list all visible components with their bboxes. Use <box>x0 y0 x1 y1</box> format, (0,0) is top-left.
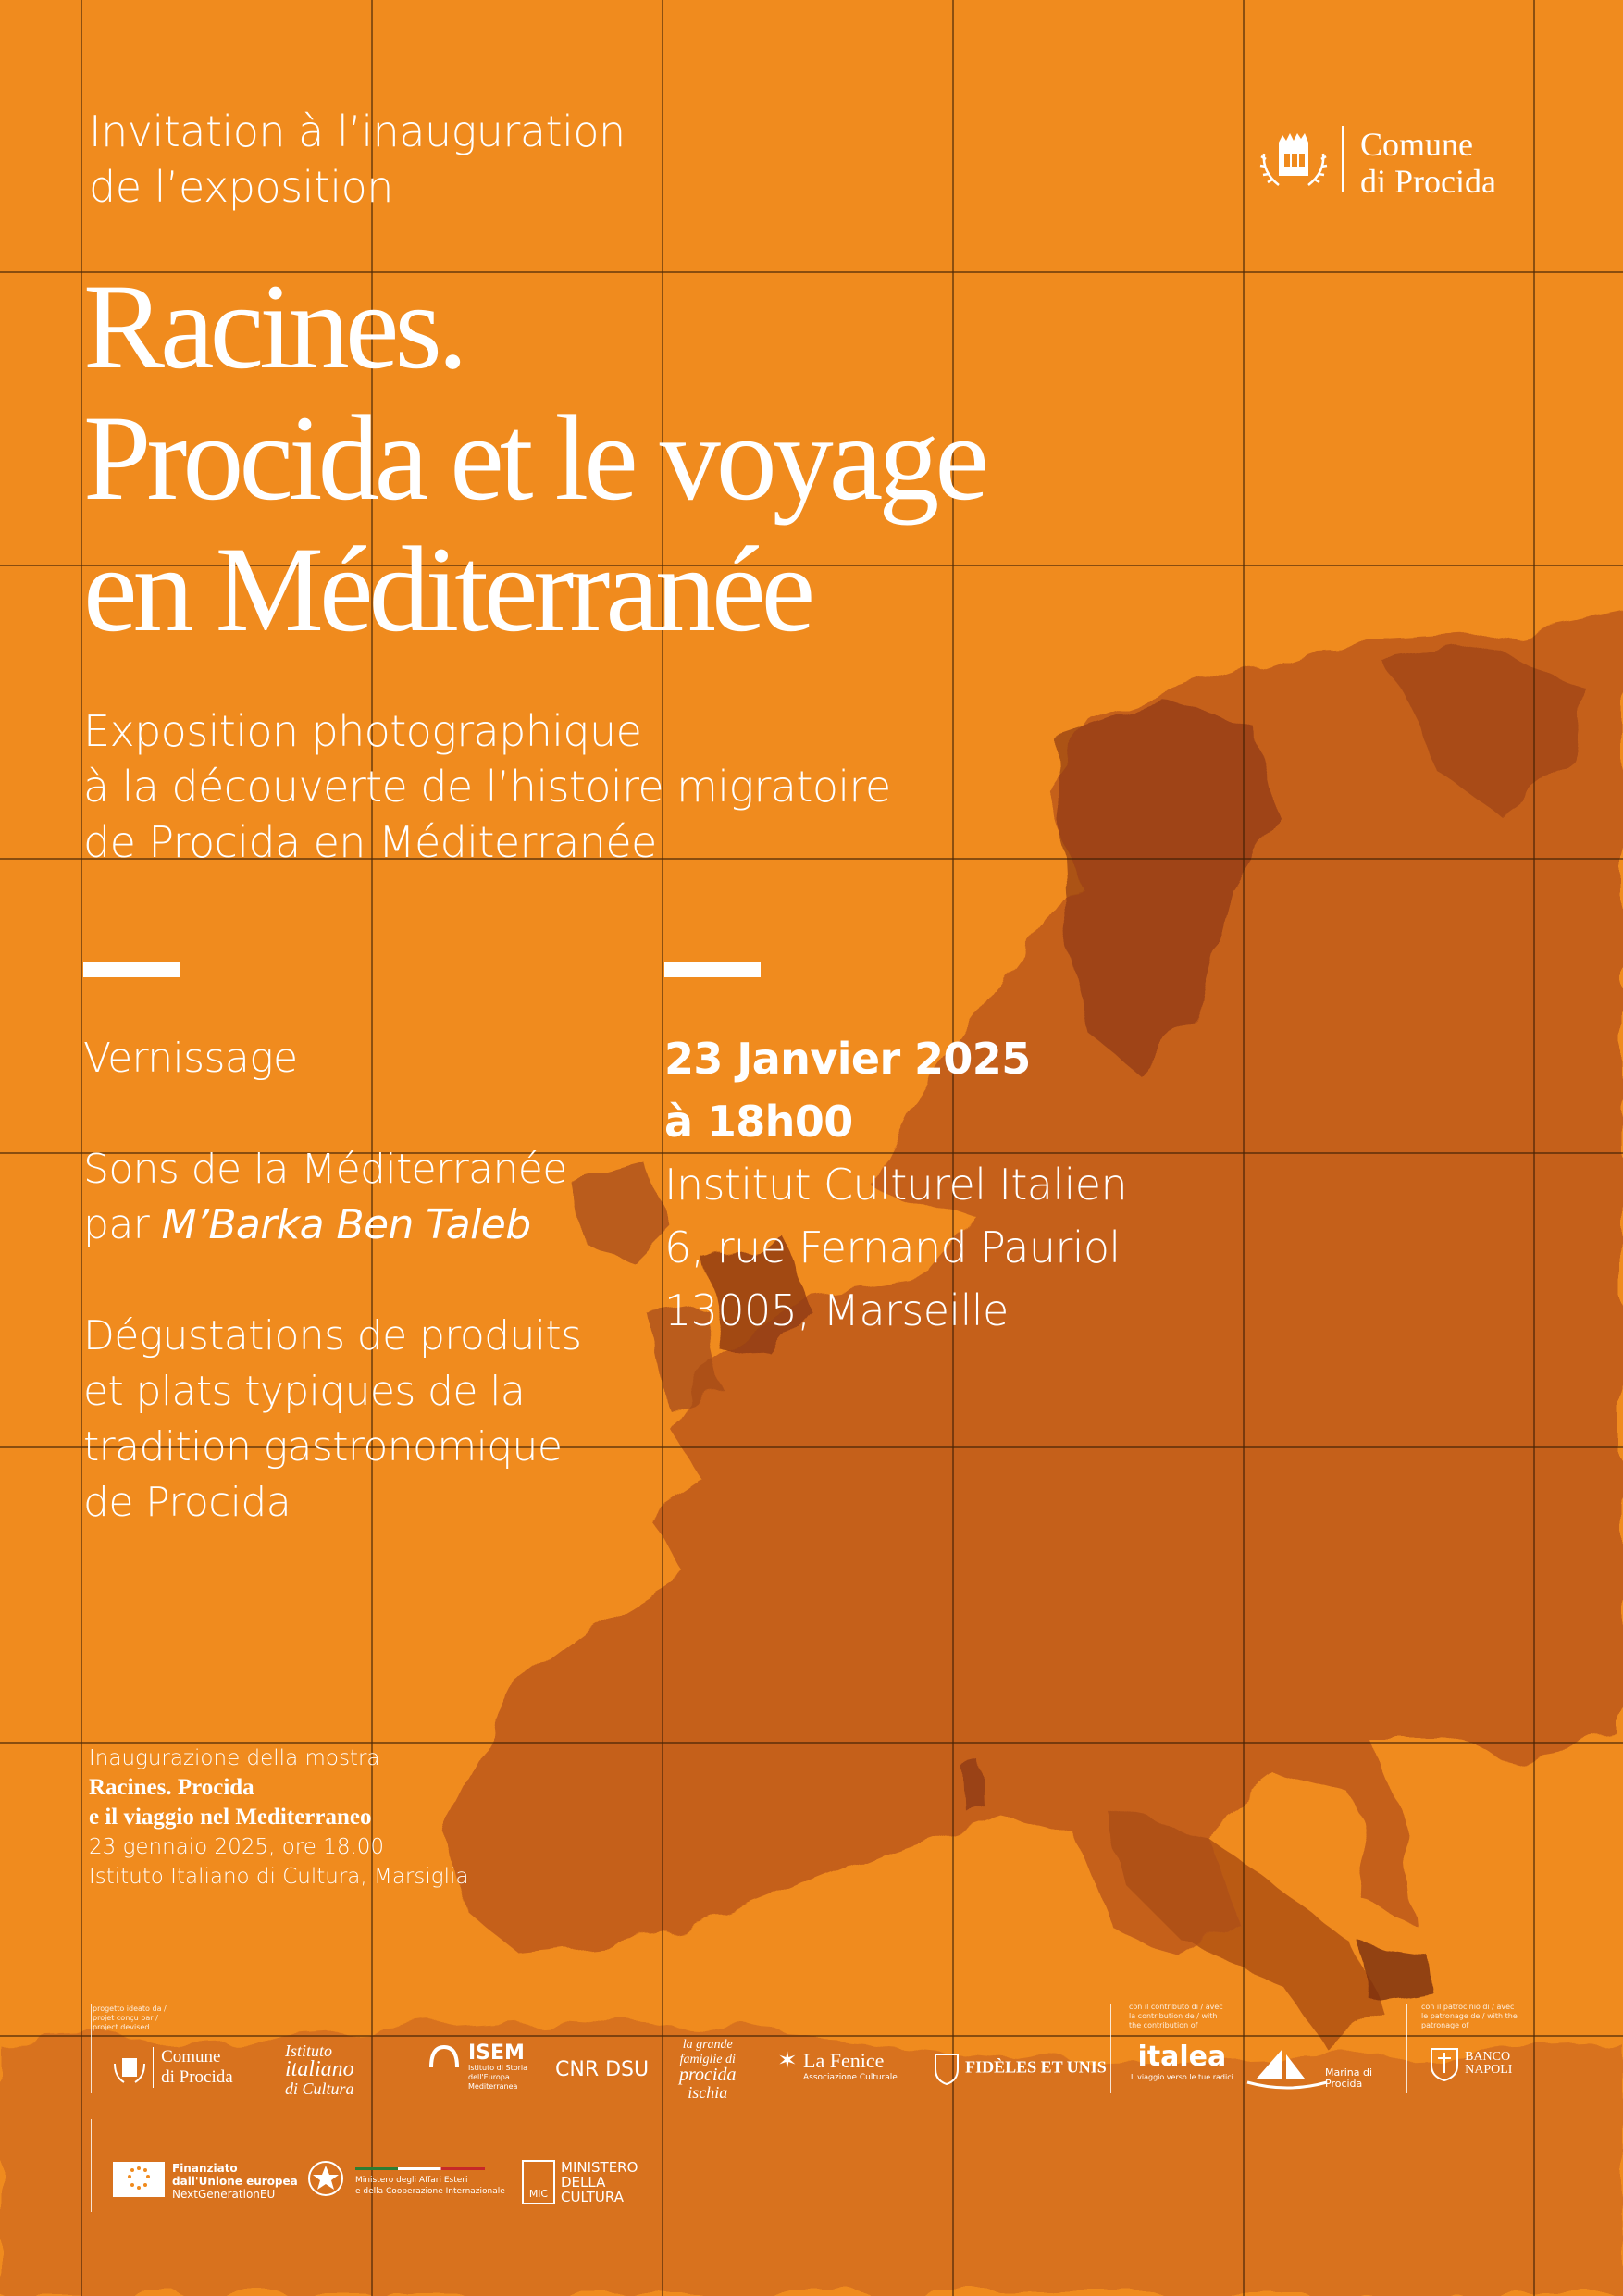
brand-name-line: di Procida <box>1360 163 1496 200</box>
comune-logo <box>111 2047 233 2088</box>
event-date: 23 Janvier 2025 <box>664 1034 1031 1084</box>
italian-title-line: e il viaggio nel Mediterraneo <box>89 1805 372 1830</box>
comune-line: Comune <box>161 2047 221 2066</box>
maeci-line: Ministero degli Affari Esteri <box>355 2176 468 2185</box>
music-artist: M’Barka Ben Taleb <box>161 1201 531 1248</box>
la-fenice-logo <box>777 2047 898 2082</box>
eu-line: dall'Unione europea <box>172 2175 298 2188</box>
project-label: progetto ideato da / projet conçu par / project devised <box>93 2004 167 2031</box>
isem-desc: Istituto di Storia <box>468 2064 528 2072</box>
lagrande-line: famiglie di <box>679 2053 736 2066</box>
contribution-label: con il contributo di / avec la contribution de / with the contribution of <box>1129 2003 1223 2029</box>
mic-line: CULTURA <box>561 2189 624 2205</box>
comune-di-procida-logo <box>1258 126 1496 200</box>
italian-announcement <box>89 1744 468 1892</box>
fenice-sub: Associazione Culturale <box>803 2073 898 2082</box>
coat-of-arms-icon <box>1258 126 1329 192</box>
program-vernissage <box>83 1031 657 1086</box>
isem-emblem-icon <box>427 2042 461 2075</box>
event-details <box>664 1027 1127 1342</box>
lagrande-line: procida <box>679 2065 737 2085</box>
subtitle-line: à la découverte de l’histoire migratoire <box>83 762 891 812</box>
italian-date: 23 gennaio 2025, ore 18.00 <box>89 1835 385 1859</box>
brand-divider <box>1342 126 1344 192</box>
banco-crest-icon <box>1429 2045 1460 2082</box>
credit-divider <box>91 2119 92 2212</box>
patronage-label: con il patrocinio di / avec le patronage de / with the patronage of <box>1421 2003 1518 2029</box>
fideles-name: FIDÈLES ET UNIS <box>965 2057 1107 2077</box>
vernissage-label: Vernissage <box>83 1035 298 1082</box>
invitation-line: Invitation à l’inauguration <box>89 106 626 156</box>
banco-line: NAPOLI <box>1465 2063 1513 2077</box>
iic-line: Istituto <box>285 2042 333 2060</box>
iic-logo <box>285 2042 354 2098</box>
banco-di-napoli-logo <box>1429 2045 1512 2082</box>
event-venue: Institut Culturel Italien <box>664 1160 1128 1210</box>
brand-name <box>1360 126 1496 200</box>
marina-line: Procida <box>1325 2078 1363 2090</box>
mic-line: MINISTERO <box>561 2159 638 2176</box>
invitation-line: de l’exposition <box>89 162 393 212</box>
comune-line: di Procida <box>161 2067 233 2087</box>
grande-famiglia-logo <box>679 2038 736 2103</box>
event-city: 13005, Marseille <box>664 1285 1009 1335</box>
republic-emblem-icon <box>305 2158 346 2203</box>
eu-flag-icon <box>113 2162 165 2197</box>
tricolor-bar <box>355 2167 485 2170</box>
credit-divider <box>1406 2004 1407 2093</box>
credit-divider <box>1110 2004 1111 2093</box>
program-music <box>83 1142 657 1253</box>
italea-sub: Il viaggio verso le tue radici <box>1131 2073 1233 2081</box>
tasting-line: Dégustations de produits <box>83 1312 582 1359</box>
banco-line: BANCO <box>1465 2050 1511 2064</box>
subtitle-line: de Procida en Méditerranée <box>83 817 657 867</box>
maeci-line: e della Cooperazione Internazionale <box>355 2187 505 2196</box>
italea-logo <box>1131 2042 1233 2081</box>
title-line: Racines. <box>83 258 464 394</box>
italian-title-line: Racines. Procida <box>89 1775 254 1800</box>
music-by: par <box>83 1201 162 1248</box>
title-line: en Méditerranée <box>83 521 812 657</box>
mic-box: MiC <box>522 2160 555 2204</box>
tasting-line: tradition gastronomique <box>83 1423 563 1471</box>
exhibition-subtitle <box>83 703 891 870</box>
iic-line: italiano <box>285 2057 354 2081</box>
lagrande-line: la grande <box>682 2038 733 2052</box>
isem-desc: Mediterranea <box>468 2082 518 2091</box>
cnr-dsu-logo: CNR DSU <box>555 2058 650 2081</box>
italea-name: italea <box>1137 2041 1227 2073</box>
iic-line: di Cultura <box>285 2079 354 2098</box>
fideles-et-unis-logo <box>933 2049 1107 2086</box>
section-bar-left <box>83 962 180 977</box>
lagrande-line: ischia <box>688 2083 728 2102</box>
italian-line: Inaugurazione della mostra <box>89 1746 380 1770</box>
program-list <box>83 1031 657 1586</box>
subtitle-line: Exposition photographique <box>83 706 642 756</box>
title-line: Procida et le voyage <box>83 390 985 526</box>
invitation-text <box>89 104 626 215</box>
program-tasting <box>83 1309 657 1531</box>
brand-name-line: Comune <box>1360 126 1473 163</box>
mic-line: DELLA <box>561 2174 606 2191</box>
tasting-line: et plats typiques de la <box>83 1368 526 1415</box>
isem-desc: dell'Europa <box>468 2073 510 2081</box>
event-time: à 18h00 <box>664 1097 853 1147</box>
eu-line: Finanziato <box>172 2162 238 2175</box>
credit-divider <box>91 2004 92 2093</box>
italian-venue: Istituto Italiano di Cultura, Marsiglia <box>89 1865 469 1889</box>
crest-icon <box>933 2049 960 2086</box>
section-bar-right <box>664 962 761 977</box>
event-street: 6, rue Fernand Pauriol <box>664 1222 1121 1272</box>
fenice-name: La Fenice <box>803 2049 885 2072</box>
phoenix-icon: ✶ <box>777 2047 798 2075</box>
music-title: Sons de la Méditerranée <box>83 1146 567 1193</box>
marina-line: Marina di <box>1325 2066 1373 2079</box>
sailboat-icon <box>1245 2045 1329 2091</box>
eu-line: NextGenerationEU <box>172 2188 276 2201</box>
coat-of-arms-icon <box>111 2049 148 2086</box>
isem-name: ISEM <box>468 2042 525 2065</box>
exhibition-title <box>83 258 985 657</box>
tasting-line: de Procida <box>83 1479 291 1526</box>
